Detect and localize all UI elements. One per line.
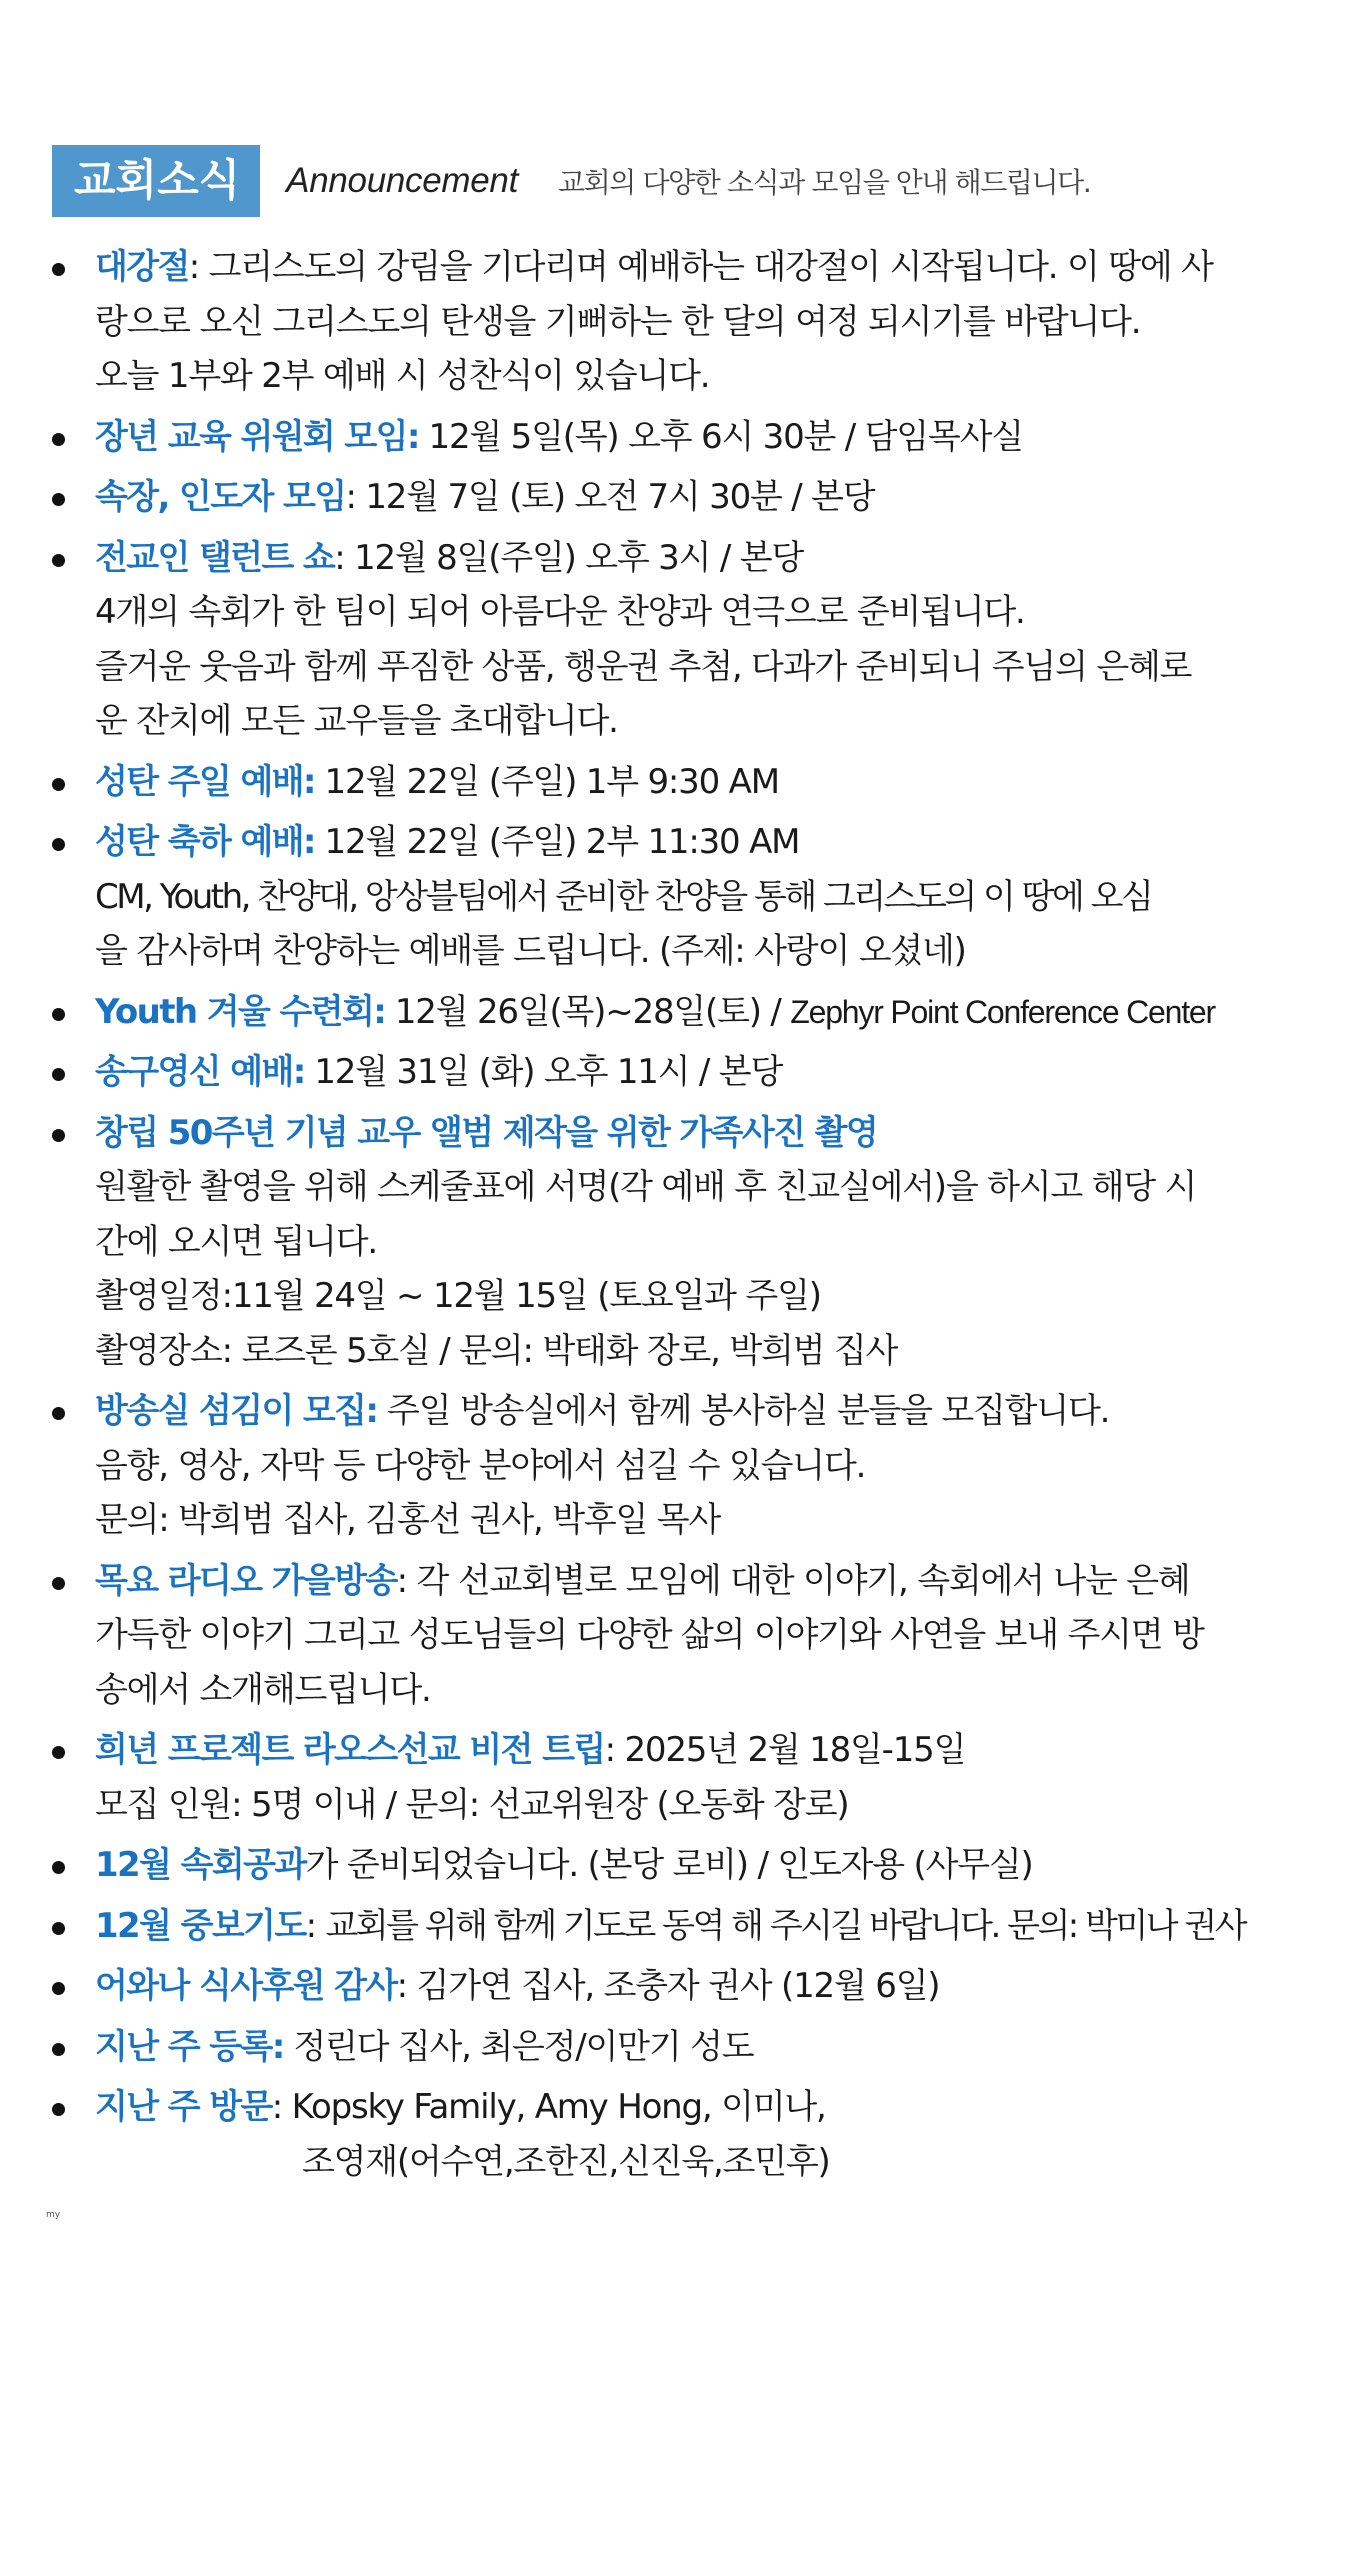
item-label: 전교인 탤런트 쇼 — [95, 537, 335, 578]
item-label: 대강절 — [95, 247, 189, 287]
announcement-item-christmas-celebration: 성탄 축하 예배: 12월 22일 (주일) 2부 11:30 AM CM, Youth, 찬양대, 앙상블팀에서 준비한 찬양을 통해 그리스도의 이 땅에 오심 을 감사하며 찬양하는 예배를 드립니다. (주제: 사랑이 오셨네) — [0, 815, 1354, 979]
bullet-icon — [52, 1008, 65, 1021]
bullet-icon — [52, 1407, 65, 1420]
item-label: 장년 교육 위원회 모임: — [95, 416, 419, 457]
item-label: 송구영신 예배: — [95, 1052, 305, 1092]
footer-mark: my — [46, 2210, 61, 2220]
announcement-item-last-week-visitors: 지난 주 방문: Kopsky Family, Amy Hong, 이미나, 조영재(어수연,조한진,신진욱,조민후) — [0, 2080, 1354, 2189]
bullet-icon — [52, 1982, 65, 1995]
bullet-icon — [52, 1922, 65, 1935]
announcement-item-cell-lesson: 12월 속회공과가 준비되었습니다. (본당 로비) / 인도자용 (사무실) — [0, 1838, 1354, 1893]
bullet-icon — [52, 2103, 65, 2116]
announcement-item-talent-show: 전교인 탤런트 쇼: 12월 8일(주일) 오후 3시 / 본당 4개의 속회가 한 팀이 되어 아름다운 찬양과 연극으로 준비됩니다. 즐거운 웃음과 함께 푸짐한 상품, 행운권 추첨, 다과가 준비되니 주님의 은혜로 운 잔치에 모든 교우들을 초대합니다. — [0, 531, 1354, 749]
item-label: 속장, 인도자 모임 — [95, 477, 346, 517]
announcement-item-new-year-eve: 송구영신 예배: 12월 31일 (화) 오후 11시 / 본당 — [0, 1045, 1354, 1100]
item-label: 12월 중보기도 — [95, 1905, 306, 1946]
section-title: 교회소식 — [52, 145, 260, 217]
section-subtitle-en: Announcement — [286, 161, 519, 200]
announcement-item-advent: 대강절: 그리스도의 강림을 기다리며 예배하는 대강절이 시작됩니다. 이 땅에 사 랑으로 오신 그리스도의 탄생을 기뻐하는 한 달의 여정 되시기를 바랍니다. 오늘 1부와 2부 예배 시 성찬식이 있습니다. — [0, 240, 1354, 404]
item-label: 어와나 식사후원 감사 — [95, 1966, 397, 2006]
announcement-item-radio-broadcast: 목요 라디오 가을방송: 각 선교회별로 모임에 대한 이야기, 속회에서 나눈 은혜 가득한 이야기 그리고 성도님들의 다양한 삶의 이야기와 사연을 보내 주시면 방 송에서 소개해드립니다. — [0, 1554, 1354, 1718]
item-label: 지난 주 방문 — [95, 2087, 272, 2127]
section-header — [52, 145, 1090, 217]
announcement-item-youth-retreat: Youth 겨울 수련회: 12월 26일(목)~28일(토) / Zephyr Point Conference Center — [0, 985, 1354, 1040]
item-label: 목요 라디오 가을방송 — [95, 1560, 397, 1601]
item-label: 방송실 섬김이 모집: — [95, 1391, 378, 1431]
item-label: 성탄 축하 예배: — [95, 822, 315, 862]
announcement-item-last-week-registration: 지난 주 등록: 정린다 집사, 최은정/이만기 성도 — [0, 2020, 1354, 2075]
announcement-item-laos-vision-trip: 희년 프로젝트 라오스선교 비전 트립: 2025년 2월 18일-15일 모집 인원: 5명 이내 / 문의: 선교위원장 (오동화 장로) — [0, 1723, 1354, 1832]
item-label: 희년 프로젝트 라오스선교 비전 트립 — [95, 1730, 605, 1770]
announcement-item-intercessory-prayer: 12월 중보기도: 교회를 위해 함께 기도로 동역 해 주시길 바랍니다. 문의: 박미나 권사 — [0, 1899, 1354, 1954]
bullet-icon — [52, 778, 65, 791]
announcement-item-education-committee: 장년 교육 위원회 모임: 12월 5일(목) 오후 6시 30분 / 담임목사실 — [0, 410, 1354, 465]
bullet-icon — [52, 493, 65, 506]
bullet-icon — [52, 1068, 65, 1081]
announcement-item-leaders-meeting: 속장, 인도자 모임: 12월 7일 (토) 오전 7시 30분 / 본당 — [0, 470, 1354, 525]
bullet-icon — [52, 1577, 65, 1590]
announcement-item-broadcast-volunteers: 방송실 섬김이 모집: 주일 방송실에서 함께 봉사하실 분들을 모집합니다. 음향, 영상, 자막 등 다양한 분야에서 섬길 수 있습니다. 문의: 박희범 집사, 김홍선 권사, 박후일 목사 — [0, 1384, 1354, 1548]
announcement-item-christmas-sunday: 성탄 주일 예배: 12월 22일 (주일) 1부 9:30 AM — [0, 755, 1354, 810]
announcement-list — [0, 240, 1354, 2195]
item-label: 창립 50주년 기념 교우 앨범 제작을 위한 가족사진 촬영 — [95, 1112, 878, 1153]
bullet-icon — [52, 263, 65, 276]
item-label: Youth 겨울 수련회: — [95, 991, 386, 1032]
announcement-item-family-photo: 창립 50주년 기념 교우 앨범 제작을 위한 가족사진 촬영 원활한 촬영을 위해 스케줄표에 서명(각 예배 후 친교실에서)을 하시고 해당 시 간에 오시면 됩니다. 촬영일정:11월 24일 ~ 12월 15일 (토요일과 주일) 촬영장소: 로즈론 5호실 / 문의: 박태화 장로, 박희범 집사 — [0, 1106, 1354, 1379]
bullet-icon — [52, 1746, 65, 1759]
bullet-icon — [52, 2043, 65, 2056]
item-label: 12월 속회공과 — [95, 1845, 306, 1885]
item-label: 성탄 주일 예배: — [95, 761, 315, 802]
bullet-icon — [52, 1861, 65, 1874]
bullet-icon — [52, 433, 65, 446]
section-description: 교회의 다양한 소식과 모임을 안내 해드립니다. — [558, 166, 1091, 199]
bullet-icon — [52, 838, 65, 851]
bullet-icon — [52, 554, 65, 567]
bullet-icon — [52, 1129, 65, 1142]
item-label: 지난 주 등록: — [95, 2026, 284, 2067]
announcement-item-awana-thanks: 어와나 식사후원 감사: 김가연 집사, 조충자 권사 (12월 6일) — [0, 1959, 1354, 2014]
